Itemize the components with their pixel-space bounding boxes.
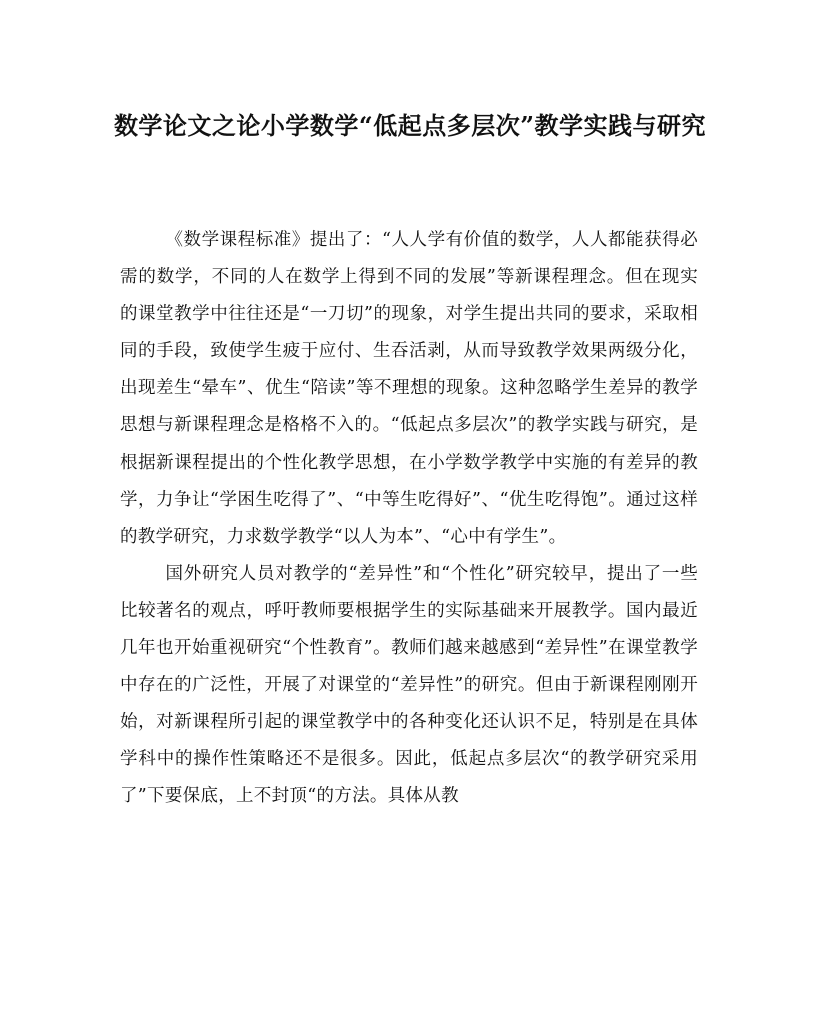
document-title: 数学论文之论小学数学“低起点多层次”教学实践与研究 (113, 111, 707, 140)
document-body (120, 222, 698, 816)
paragraph-1: 《数学课程标准》提出了：“人人学有价值的数学，人人都能获得必需的数学，不同的人在数学上得到不同的发展”等新课程理念。但在现实的课堂教学中往往还是“一刀切”的现象，对学生提出共同的要求，采取相同的手段，致使学生疲于应付、生吞活剥，从而导致教学效果两级分化，出现差生“晕车”、优生“陪读”等不理想的现象。这种忽略学生差异的教学思想与新课程理念是格格不入的。“低起点多层次”的教学实践与研究，是根据新课程提出的个性化教学思想，在小学数学教学中实施的有差异的教学，力争让“学困生吃得了”、“中等生吃得好”、“优生吃得饱”。通过这样的教学研究，力求数学教学“以人为本”、“心中有学生”。 (120, 230, 698, 547)
paragraph-2: 国外研究人员对教学的“差异性”和“个性化”研究较早，提出了一些比较著名的观点，呼吁教师要根据学生的实际基础来开展教学。国内最近几年也开始重视研究“个性教育”。教师们越来越感到“差异性”在课堂教学中存在的广泛性，开展了对课堂的“差异性”的研究。但由于新课程刚刚开始，对新课程所引起的课堂教学中的各种变化还认识不足，特别是在具体学科中的操作性策略还不是很多。因此，低起点多层次“的教学研究采用了”下要保底，上不封顶“的方法。具体从教 (120, 563, 698, 807)
